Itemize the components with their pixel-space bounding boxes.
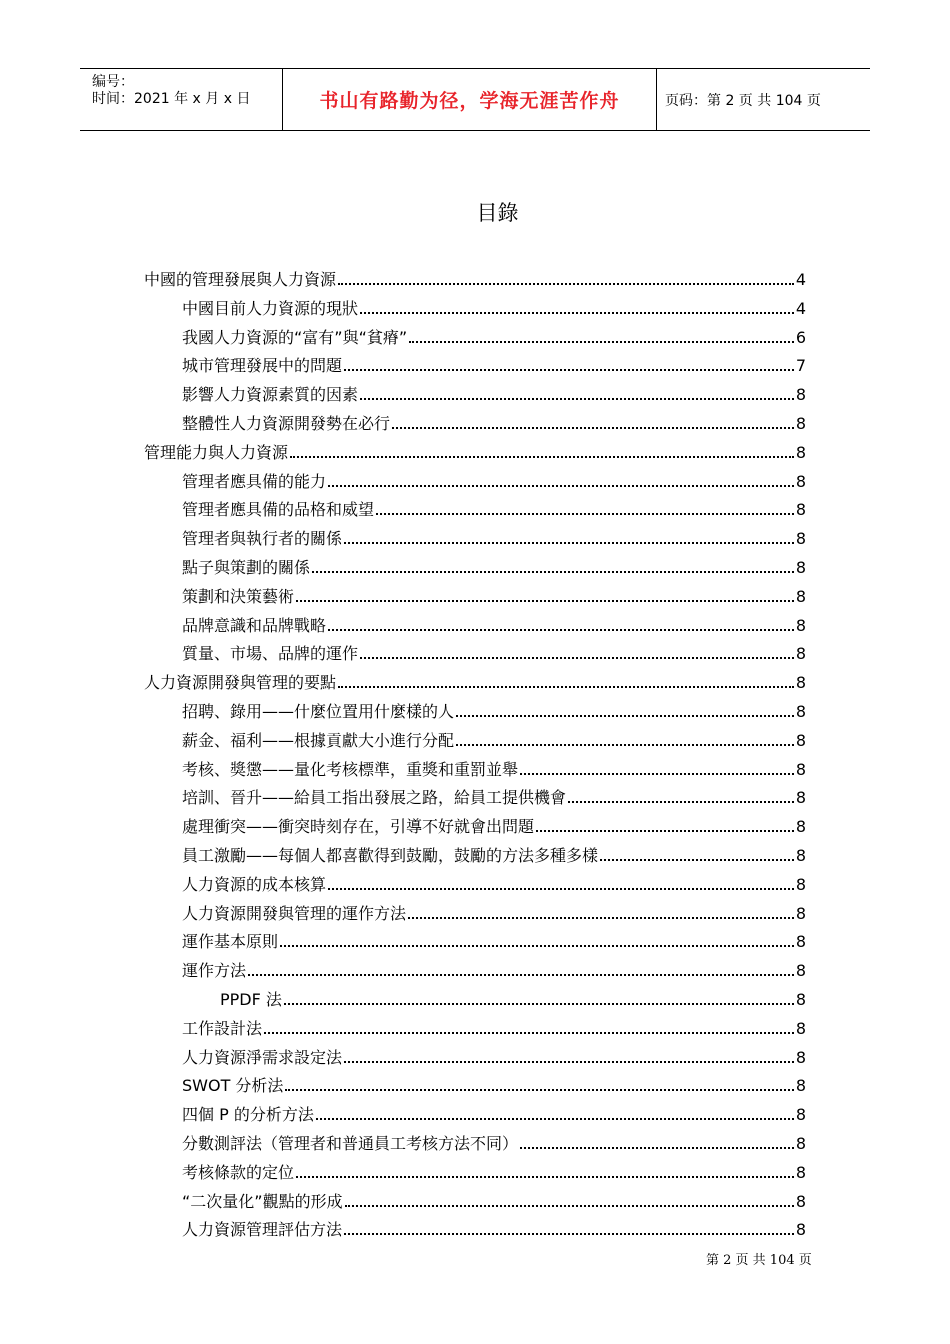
toc-dot-leader	[536, 830, 794, 832]
toc-dot-leader	[328, 629, 794, 631]
toc-dot-leader	[408, 917, 794, 919]
document-number-label: 编号：	[92, 74, 134, 90]
toc-entry[interactable]	[182, 924, 806, 952]
toc-dot-leader	[360, 312, 794, 314]
header-motto: 书山有路勤为径，学海无涯苦作舟	[319, 90, 620, 112]
toc-entry[interactable]	[182, 521, 806, 549]
toc-entry-title: 運作基本原則	[182, 932, 279, 952]
toc-dot-leader	[568, 801, 794, 803]
toc-entry-title: 管理者與執行者的關係	[182, 529, 343, 549]
toc-entry-title: 城市管理發展中的問題	[182, 356, 343, 376]
toc-entry-page: 8	[795, 788, 806, 808]
toc-entry-title: 我國人力資源的“富有”與“貧瘠”	[182, 327, 408, 347]
toc-entry-page: 8	[795, 586, 806, 606]
toc-dot-leader	[344, 1061, 794, 1063]
toc-entry-page: 8	[795, 644, 806, 664]
toc-entry[interactable]	[182, 896, 806, 924]
toc-entry[interactable]	[182, 1212, 806, 1240]
toc-dot-leader	[264, 1032, 794, 1034]
toc-entry[interactable]	[182, 291, 806, 319]
toc-entry-title: 整體性人力資源開發勢在必行	[182, 414, 391, 433]
toc-entry-title: 管理者應具備的能力	[182, 471, 327, 491]
toc-entry-title: 人力資源開發與管理的運作方法	[182, 903, 407, 923]
toc-entry-page: 4	[795, 298, 806, 318]
toc-entry-title: 考核、獎懲——量化考核標準，重獎和重罰並舉	[182, 759, 519, 779]
toc-entry-page: 8	[795, 414, 806, 433]
toc-entry[interactable]	[182, 1011, 806, 1039]
toc-dot-leader	[280, 945, 794, 947]
toc-entry-title: 運作方法	[182, 961, 247, 981]
toc-entry-title: 處理衝突——衝突時刻存在，引導不好就會出問題	[182, 817, 535, 837]
page-footer: 第 2 页 共 104 页	[706, 1253, 812, 1268]
toc-entry-page: 8	[795, 442, 806, 462]
toc-entry[interactable]	[182, 579, 806, 607]
toc-entry-page: 8	[795, 1162, 806, 1182]
toc-entry[interactable]	[182, 1068, 806, 1096]
toc-dot-leader	[285, 1089, 793, 1091]
toc-entry-page: 8	[795, 500, 806, 520]
toc-entry[interactable]	[144, 665, 806, 693]
header-motto-cell	[282, 69, 657, 130]
toc-entry-page: 8	[795, 615, 806, 635]
toc-entry-title: 培訓、晉升——給員工指出發展之路，給員工提供機會	[182, 788, 567, 808]
toc-title: 目錄	[476, 201, 519, 225]
toc-dot-leader	[360, 657, 794, 659]
toc-entry-title: 質量、市場、品牌的運作	[182, 644, 359, 664]
toc-dot-leader	[328, 485, 794, 487]
toc-entry[interactable]	[182, 867, 806, 895]
toc-dot-leader	[376, 513, 794, 515]
toc-entry-page: 8	[795, 846, 806, 865]
toc-entry-title: 員工激勵——每個人都喜歡得到鼓勵，鼓勵的方法多種多樣	[182, 846, 599, 865]
toc-entry-page: 8	[795, 1047, 806, 1067]
toc-dot-leader	[345, 1205, 794, 1207]
toc-entry-title: 中國的管理發展與人力資源	[144, 270, 337, 289]
toc-entry-title: 四個 P 的分析方法	[182, 1105, 314, 1125]
toc-entry-title: 品牌意識和品牌戰略	[182, 615, 327, 635]
toc-entry[interactable]	[182, 694, 806, 722]
header-page-cell	[656, 69, 870, 130]
toc-entry-page: 8	[795, 558, 806, 577]
toc-entry[interactable]	[182, 1040, 806, 1068]
toc-entry-title: 影響人力資源素質的因素	[182, 385, 359, 405]
toc-entry-page: 8	[795, 702, 806, 721]
toc-dot-leader	[316, 1118, 794, 1120]
toc-dot-leader	[392, 427, 794, 429]
toc-entry-page: 8	[795, 1076, 806, 1096]
toc-entry-page: 8	[795, 961, 806, 981]
toc-dot-leader	[409, 341, 794, 343]
toc-entry-title: “二次量化”觀點的形成	[182, 1191, 343, 1211]
toc-entry[interactable]	[182, 953, 806, 981]
toc-entry[interactable]	[182, 608, 806, 636]
toc-entry-page: 8	[795, 874, 806, 894]
toc-entry-title: 點子與策劃的關係	[182, 558, 311, 577]
toc-entry-page: 8	[795, 529, 806, 549]
toc-dot-leader	[338, 283, 794, 285]
toc-entry-page: 8	[795, 932, 806, 952]
toc-entry[interactable]	[182, 723, 806, 751]
toc-dot-leader	[360, 398, 794, 400]
toc-entry-title: 人力資源的成本核算	[182, 874, 327, 894]
toc-dot-leader	[456, 744, 794, 746]
toc-entry[interactable]	[182, 377, 806, 405]
toc-dot-leader	[520, 1147, 794, 1149]
toc-dot-leader	[284, 1003, 794, 1005]
toc-entry-page: 8	[795, 759, 806, 779]
toc-entry-title: 招聘、錄用——什麼位置用什麼樣的人	[182, 702, 455, 721]
toc-entry-page: 8	[795, 385, 806, 405]
toc-entry[interactable]	[144, 435, 806, 463]
toc-entry[interactable]	[182, 492, 806, 520]
toc-entry-title: 分數測評法（管理者和普通員工考核方法不同）	[182, 1134, 519, 1153]
toc-entry-page: 8	[795, 1134, 806, 1153]
header-page-info: 页码：第 2 页 共 104 页	[665, 92, 821, 109]
toc-entry-title: 考核條款的定位	[182, 1162, 295, 1182]
toc-entry[interactable]	[182, 1126, 806, 1154]
toc-entry-page: 8	[795, 673, 806, 693]
toc-entry-page: 8	[795, 817, 806, 837]
toc-entry-page: 8	[795, 1191, 806, 1211]
toc-entry-title: 管理能力與人力資源	[144, 442, 289, 462]
toc-entry[interactable]	[220, 982, 806, 1010]
toc-entry-page: 8	[795, 1018, 806, 1038]
toc-entry[interactable]	[182, 320, 806, 348]
toc-entry[interactable]	[182, 838, 806, 866]
toc-entry[interactable]	[182, 1184, 806, 1212]
toc-entry-title: 工作設計法	[182, 1018, 263, 1038]
toc-entry-page: 8	[795, 1220, 806, 1240]
toc-entry-page: 6	[795, 327, 806, 347]
toc-entry-title: 人力資源淨需求設定法	[182, 1047, 343, 1067]
toc-entry-title: 策劃和決策藝術	[182, 586, 295, 606]
toc-entry[interactable]	[144, 262, 806, 290]
toc-entry-page: 8	[795, 730, 806, 750]
toc-dot-leader	[328, 888, 794, 890]
toc-entry-page: 4	[795, 270, 806, 289]
toc-dot-leader	[344, 1233, 794, 1235]
toc-entry-page: 8	[795, 990, 806, 1009]
toc-entry-page: 7	[795, 356, 806, 376]
header-meta	[80, 69, 282, 130]
toc-entry-page: 8	[795, 471, 806, 491]
toc-dot-leader	[290, 456, 794, 458]
toc-dot-leader	[312, 571, 794, 573]
toc-dot-leader	[456, 715, 794, 717]
toc-entry[interactable]	[182, 809, 806, 837]
toc-entry-title: 管理者應具備的品格和威望	[182, 500, 375, 520]
toc-entry[interactable]	[182, 550, 806, 578]
toc-entry[interactable]	[182, 1097, 806, 1125]
toc-entry-title: SWOT 分析法	[182, 1076, 284, 1096]
toc-entry[interactable]	[182, 464, 806, 492]
toc-entry[interactable]	[182, 752, 806, 780]
toc-dot-leader	[520, 773, 794, 775]
document-time-label: 时间：2021 年 x 月 x 日	[92, 91, 251, 107]
toc-dot-leader	[344, 369, 794, 371]
toc-entry-title: 中國目前人力資源的現狀	[182, 298, 359, 318]
toc-dot-leader	[344, 542, 794, 544]
toc-entry[interactable]	[182, 406, 806, 434]
toc-dot-leader	[296, 600, 794, 602]
toc-entry[interactable]	[182, 1155, 806, 1183]
toc-entry[interactable]	[182, 780, 806, 808]
toc-entry-title: PPDF 法	[220, 990, 282, 1009]
toc-entry-title: 薪金、福利——根據貢獻大小進行分配	[182, 730, 455, 750]
toc-dot-leader	[338, 686, 794, 688]
toc-entry-title: 人力資源開發與管理的要點	[144, 673, 337, 693]
page-header	[80, 68, 870, 131]
toc-dot-leader	[248, 974, 794, 976]
toc-dot-leader	[296, 1176, 794, 1178]
toc-entry-title: 人力資源管理評估方法	[182, 1220, 343, 1240]
toc-entry-page: 8	[795, 903, 806, 923]
toc-entry[interactable]	[182, 348, 806, 376]
toc-entry[interactable]	[182, 636, 806, 664]
toc-dot-leader	[600, 859, 794, 861]
toc-entry-page: 8	[795, 1105, 806, 1125]
